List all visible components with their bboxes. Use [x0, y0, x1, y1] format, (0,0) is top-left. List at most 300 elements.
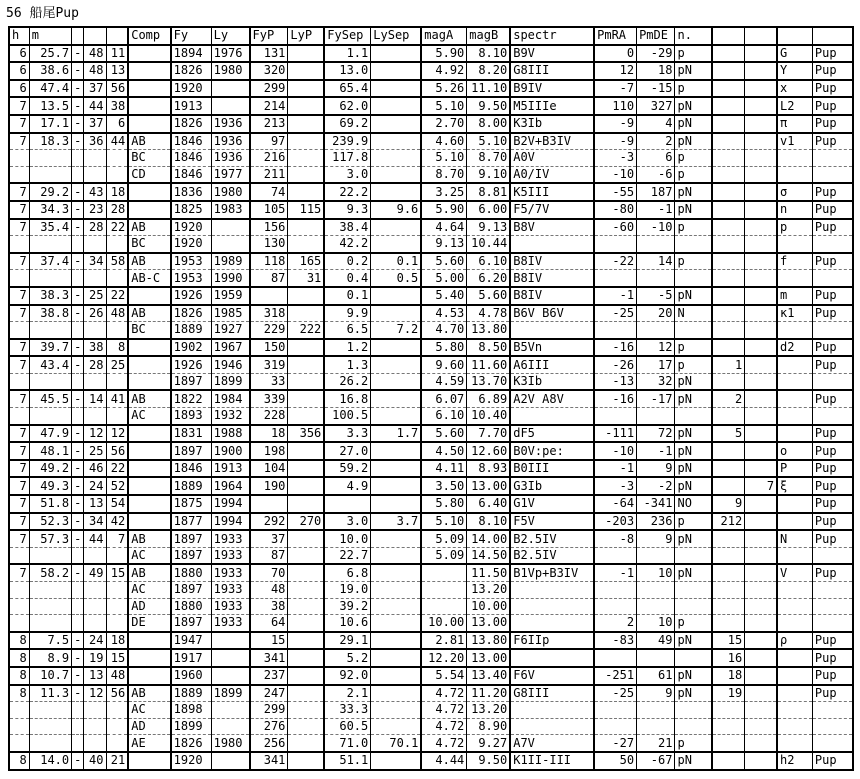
last-year-cell: 1994 [211, 513, 249, 531]
first-pa-cell: 229 [250, 322, 288, 339]
note-cell: pN [675, 183, 712, 201]
extra-1-cell [712, 166, 744, 183]
hour-cell [9, 373, 29, 390]
last-pa-cell [288, 287, 324, 305]
extra-1-cell [712, 530, 744, 547]
comp-cell [128, 62, 170, 80]
sign-cell: - [72, 513, 84, 531]
last-pa-cell [288, 752, 324, 770]
dec-deg-cell: 23 [84, 201, 106, 219]
pm-ra-cell: -9 [594, 133, 636, 150]
mag-a-cell: 4.72 [421, 685, 466, 702]
last-year-cell: 1946 [211, 356, 249, 373]
column-header: spectr [510, 27, 594, 45]
last-year-cell: 1933 [211, 547, 249, 564]
last-pa-cell: 165 [288, 253, 324, 270]
dec-deg-cell: 37 [84, 115, 106, 133]
minute-cell: 47.4 [29, 80, 71, 98]
pm-de-cell: 9 [637, 460, 675, 478]
last-pa-cell [288, 442, 324, 460]
mag-a-cell: 8.70 [421, 166, 466, 183]
dec-min-cell [106, 718, 128, 735]
note-cell: p [675, 45, 712, 63]
note-cell: pN [675, 685, 712, 702]
dec-deg-cell: 43 [84, 183, 106, 201]
mag-a-cell: 4.44 [421, 752, 466, 770]
last-pa-cell [288, 667, 324, 685]
pm-ra-cell: 0 [594, 45, 636, 63]
mag-b-cell: 8.00 [467, 115, 510, 133]
pm-ra-cell: -3 [594, 150, 636, 167]
constellation-cell: Pup [812, 183, 853, 201]
constellation-cell: Pup [812, 667, 853, 685]
table-row [9, 718, 853, 735]
designation-cell [777, 356, 812, 373]
minute-cell: 52.3 [29, 513, 71, 531]
pm-de-cell: 2 [637, 133, 675, 150]
page-title: 56 船尾Pup [6, 6, 79, 21]
minute-cell [29, 408, 71, 425]
mag-b-cell: 13.00 [467, 477, 510, 495]
extra-1-cell [712, 339, 744, 357]
spectral-type-cell: M5IIIe [510, 97, 594, 115]
last-sep-cell [371, 649, 422, 667]
last-pa-cell [288, 97, 324, 115]
last-sep-cell [371, 718, 422, 735]
first-pa-cell: 87 [250, 270, 288, 287]
first-year-cell: 1846 [171, 133, 211, 150]
sign-cell: - [72, 62, 84, 80]
extra-2-cell [745, 632, 777, 650]
last-year-cell: 1899 [211, 685, 249, 702]
first-year-cell: 1920 [171, 80, 211, 98]
designation-cell [777, 425, 812, 443]
mag-b-cell: 9.50 [467, 97, 510, 115]
pm-de-cell: 21 [637, 735, 675, 752]
table-row [9, 356, 853, 373]
mag-a-cell: 4.72 [421, 735, 466, 752]
minute-cell: 38.3 [29, 287, 71, 305]
designation-cell [777, 735, 812, 752]
pm-ra-cell [594, 649, 636, 667]
extra-2-cell [745, 702, 777, 719]
comp-cell: BC [128, 322, 170, 339]
extra-1-cell [712, 582, 744, 599]
last-sep-cell [371, 442, 422, 460]
mag-b-cell: 10.00 [467, 598, 510, 615]
minute-cell: 49.2 [29, 460, 71, 478]
sign-cell: - [72, 632, 84, 650]
constellation-cell [812, 702, 853, 719]
constellation-cell: Pup [812, 62, 853, 80]
first-sep-cell: 3.3 [324, 425, 370, 443]
extra-2-cell [745, 150, 777, 167]
first-pa-cell: 211 [250, 166, 288, 183]
pm-ra-cell: -16 [594, 390, 636, 407]
designation-cell: n [777, 201, 812, 219]
first-pa-cell: 339 [250, 390, 288, 407]
pm-ra-cell: -203 [594, 513, 636, 531]
spectral-type-cell: B2.5IV [510, 547, 594, 564]
hour-cell [9, 547, 29, 564]
constellation-cell: Pup [812, 530, 853, 547]
last-year-cell: 1980 [211, 62, 249, 80]
last-sep-cell [371, 219, 422, 236]
first-sep-cell: 117.8 [324, 150, 370, 167]
column-header: LySep [371, 27, 422, 45]
dec-deg-cell: 38 [84, 339, 106, 357]
table-row [9, 513, 853, 531]
pm-de-cell [637, 718, 675, 735]
first-sep-cell: 22.2 [324, 183, 370, 201]
minute-cell: 51.8 [29, 495, 71, 513]
pm-ra-cell: -55 [594, 183, 636, 201]
sign-cell: - [72, 97, 84, 115]
mag-b-cell: 13.20 [467, 702, 510, 719]
dec-min-cell [106, 373, 128, 390]
last-pa-cell: 222 [288, 322, 324, 339]
pm-ra-cell: -9 [594, 115, 636, 133]
extra-1-cell [712, 477, 744, 495]
spectral-type-cell: B8IV [510, 270, 594, 287]
extra-1-cell [712, 752, 744, 770]
last-sep-cell [371, 615, 422, 632]
hour-cell [9, 408, 29, 425]
note-cell: pN [675, 442, 712, 460]
sign-cell [72, 582, 84, 599]
pm-de-cell: -1 [637, 201, 675, 219]
extra-2-cell [745, 80, 777, 98]
last-pa-cell [288, 45, 324, 63]
dec-deg-cell: 28 [84, 356, 106, 373]
comp-cell [128, 442, 170, 460]
extra-1-cell [712, 322, 744, 339]
comp-cell [128, 183, 170, 201]
last-year-cell: 1900 [211, 442, 249, 460]
designation-cell: ρ [777, 632, 812, 650]
dec-deg-cell: 34 [84, 513, 106, 531]
last-year-cell [211, 718, 249, 735]
comp-cell: DE [128, 615, 170, 632]
hour-cell [9, 322, 29, 339]
constellation-cell: Pup [812, 201, 853, 219]
table-row [9, 752, 853, 770]
spectral-type-cell: F6V [510, 667, 594, 685]
spectral-type-cell: K5III [510, 183, 594, 201]
dec-deg-cell: 19 [84, 649, 106, 667]
pm-de-cell: 12 [637, 339, 675, 357]
pm-ra-cell: -3 [594, 477, 636, 495]
last-sep-cell [371, 305, 422, 322]
pm-de-cell: 6 [637, 150, 675, 167]
dec-deg-cell: 48 [84, 45, 106, 63]
hour-cell [9, 270, 29, 287]
first-pa-cell: 299 [250, 702, 288, 719]
mag-a-cell: 4.60 [421, 133, 466, 150]
table-row [9, 477, 853, 495]
sign-cell: - [72, 390, 84, 407]
spectral-type-cell: F5/7V [510, 201, 594, 219]
last-sep-cell: 0.1 [371, 253, 422, 270]
extra-2-cell [745, 133, 777, 150]
constellation-cell: Pup [812, 287, 853, 305]
dec-min-cell: 15 [106, 649, 128, 667]
extra-2-cell [745, 442, 777, 460]
hour-cell [9, 598, 29, 615]
pm-ra-cell: -1 [594, 460, 636, 478]
last-year-cell: 1977 [211, 166, 249, 183]
designation-cell: G [777, 45, 812, 63]
first-year-cell: 1947 [171, 632, 211, 650]
last-year-cell: 1933 [211, 598, 249, 615]
comp-cell [128, 460, 170, 478]
first-year-cell: 1846 [171, 460, 211, 478]
note-cell: p [675, 253, 712, 270]
first-year-cell: 1913 [171, 97, 211, 115]
minute-cell [29, 582, 71, 599]
comp-cell: AB [128, 530, 170, 547]
mag-b-cell: 5.10 [467, 133, 510, 150]
extra-1-cell: 15 [712, 632, 744, 650]
last-pa-cell: 356 [288, 425, 324, 443]
note-cell: pN [675, 667, 712, 685]
table-row [9, 425, 853, 443]
mag-b-cell: 6.89 [467, 390, 510, 407]
mag-a-cell [421, 582, 466, 599]
first-pa-cell: 15 [250, 632, 288, 650]
last-pa-cell [288, 166, 324, 183]
table-row [9, 530, 853, 547]
first-sep-cell: 51.1 [324, 752, 370, 770]
hour-cell: 7 [9, 477, 29, 495]
extra-1-cell [712, 236, 744, 253]
mag-a-cell: 5.09 [421, 530, 466, 547]
designation-cell: p [777, 219, 812, 236]
spectral-type-cell [510, 649, 594, 667]
extra-1-cell: 5 [712, 425, 744, 443]
pm-de-cell: 18 [637, 62, 675, 80]
first-year-cell: 1825 [171, 201, 211, 219]
comp-cell: AC [128, 547, 170, 564]
spectral-type-cell: A2V A8V [510, 390, 594, 407]
comp-cell: AB [128, 219, 170, 236]
minute-cell: 58.2 [29, 564, 71, 581]
pm-de-cell: -341 [637, 495, 675, 513]
dec-deg-cell: 28 [84, 219, 106, 236]
first-pa-cell: 64 [250, 615, 288, 632]
column-header [72, 27, 84, 45]
first-year-cell: 1880 [171, 564, 211, 581]
mag-a-cell: 5.40 [421, 287, 466, 305]
extra-2-cell: 7 [745, 477, 777, 495]
last-pa-cell [288, 530, 324, 547]
designation-cell [777, 685, 812, 702]
extra-1-cell: 212 [712, 513, 744, 531]
comp-cell [128, 649, 170, 667]
first-sep-cell: 29.1 [324, 632, 370, 650]
first-pa-cell: 33 [250, 373, 288, 390]
dec-min-cell: 54 [106, 495, 128, 513]
hour-cell: 7 [9, 495, 29, 513]
last-sep-cell [371, 287, 422, 305]
mag-b-cell: 8.90 [467, 718, 510, 735]
first-year-cell: 1902 [171, 339, 211, 357]
pm-ra-cell: -10 [594, 166, 636, 183]
hour-cell: 7 [9, 201, 29, 219]
mag-b-cell: 9.50 [467, 752, 510, 770]
hour-cell: 7 [9, 356, 29, 373]
pm-de-cell: -5 [637, 287, 675, 305]
constellation-cell: Pup [812, 356, 853, 373]
mag-b-cell: 6.10 [467, 253, 510, 270]
last-sep-cell [371, 183, 422, 201]
minute-cell: 57.3 [29, 530, 71, 547]
spectral-type-cell: A6III [510, 356, 594, 373]
last-year-cell: 1988 [211, 425, 249, 443]
first-year-cell: 1846 [171, 150, 211, 167]
first-sep-cell: 10.6 [324, 615, 370, 632]
header-row [9, 27, 853, 45]
comp-cell: AC [128, 408, 170, 425]
first-pa-cell: 292 [250, 513, 288, 531]
constellation-cell: Pup [812, 97, 853, 115]
first-pa-cell: 319 [250, 356, 288, 373]
dec-deg-cell: 48 [84, 62, 106, 80]
minute-cell: 34.3 [29, 201, 71, 219]
first-year-cell: 1831 [171, 425, 211, 443]
first-sep-cell: 239.9 [324, 133, 370, 150]
minute-cell: 10.7 [29, 667, 71, 685]
dec-deg-cell [84, 598, 106, 615]
last-year-cell [211, 702, 249, 719]
last-sep-cell [371, 236, 422, 253]
last-year-cell: 1936 [211, 115, 249, 133]
mag-b-cell: 13.00 [467, 649, 510, 667]
minute-cell [29, 735, 71, 752]
constellation-cell: Pup [812, 219, 853, 236]
mag-a-cell: 5.60 [421, 425, 466, 443]
dec-deg-cell [84, 547, 106, 564]
pm-de-cell: -67 [637, 752, 675, 770]
hour-cell: 7 [9, 287, 29, 305]
last-year-cell: 1976 [211, 45, 249, 63]
extra-2-cell [745, 201, 777, 219]
dec-min-cell: 48 [106, 305, 128, 322]
first-pa-cell [250, 495, 288, 513]
designation-cell: σ [777, 183, 812, 201]
first-sep-cell: 6.5 [324, 322, 370, 339]
mag-a-cell: 5.10 [421, 150, 466, 167]
comp-cell: BC [128, 236, 170, 253]
note-cell: pN [675, 115, 712, 133]
mag-a-cell: 5.60 [421, 253, 466, 270]
spectral-type-cell: K1II-III [510, 752, 594, 770]
first-year-cell: 1877 [171, 513, 211, 531]
comp-cell [128, 632, 170, 650]
last-sep-cell: 7.2 [371, 322, 422, 339]
first-sep-cell: 0.2 [324, 253, 370, 270]
minute-cell: 38.6 [29, 62, 71, 80]
note-cell: NO [675, 495, 712, 513]
mag-b-cell: 8.81 [467, 183, 510, 201]
mag-b-cell: 8.10 [467, 45, 510, 63]
dec-deg-cell: 24 [84, 477, 106, 495]
constellation-cell [812, 322, 853, 339]
sign-cell: - [72, 183, 84, 201]
last-year-cell: 1989 [211, 253, 249, 270]
table-row [9, 735, 853, 752]
last-sep-cell [371, 373, 422, 390]
spectral-type-cell: G3Ib [510, 477, 594, 495]
extra-2-cell [745, 322, 777, 339]
dec-deg-cell [84, 373, 106, 390]
pm-ra-cell: -111 [594, 425, 636, 443]
constellation-cell [812, 408, 853, 425]
minute-cell: 35.4 [29, 219, 71, 236]
minute-cell: 14.0 [29, 752, 71, 770]
first-pa-cell: 156 [250, 219, 288, 236]
constellation-cell [812, 735, 853, 752]
constellation-cell: Pup [812, 477, 853, 495]
extra-2-cell [745, 115, 777, 133]
last-sep-cell [371, 495, 422, 513]
sign-cell: - [72, 667, 84, 685]
hour-cell: 8 [9, 685, 29, 702]
minute-cell: 13.5 [29, 97, 71, 115]
spectral-type-cell: B9IV [510, 80, 594, 98]
dec-deg-cell: 46 [84, 460, 106, 478]
last-year-cell: 1967 [211, 339, 249, 357]
designation-cell: Y [777, 62, 812, 80]
extra-2-cell [745, 495, 777, 513]
extra-2-cell [745, 425, 777, 443]
dec-min-cell: 18 [106, 183, 128, 201]
last-pa-cell: 31 [288, 270, 324, 287]
dec-deg-cell [84, 166, 106, 183]
spectral-type-cell: F6IIp [510, 632, 594, 650]
note-cell: pN [675, 390, 712, 407]
dec-deg-cell [84, 236, 106, 253]
first-pa-cell: 216 [250, 150, 288, 167]
first-year-cell: 1897 [171, 615, 211, 632]
pm-ra-cell: -26 [594, 356, 636, 373]
constellation-cell: Pup [812, 80, 853, 98]
designation-cell [777, 615, 812, 632]
first-year-cell: 1926 [171, 287, 211, 305]
last-sep-cell [371, 667, 422, 685]
pm-de-cell: 4 [637, 115, 675, 133]
hour-cell: 7 [9, 390, 29, 407]
note-cell: p [675, 513, 712, 531]
dec-deg-cell [84, 718, 106, 735]
designation-cell [777, 513, 812, 531]
designation-cell [777, 702, 812, 719]
pm-de-cell [637, 408, 675, 425]
designation-cell [777, 547, 812, 564]
table-row [9, 598, 853, 615]
designation-cell: x [777, 80, 812, 98]
hour-cell [9, 735, 29, 752]
pm-de-cell [637, 582, 675, 599]
dec-min-cell [106, 236, 128, 253]
mag-b-cell: 4.78 [467, 305, 510, 322]
pm-ra-cell: -1 [594, 564, 636, 581]
constellation-cell: Pup [812, 425, 853, 443]
extra-1-cell [712, 442, 744, 460]
mag-b-cell: 6.20 [467, 270, 510, 287]
last-year-cell [211, 752, 249, 770]
constellation-cell: Pup [812, 685, 853, 702]
